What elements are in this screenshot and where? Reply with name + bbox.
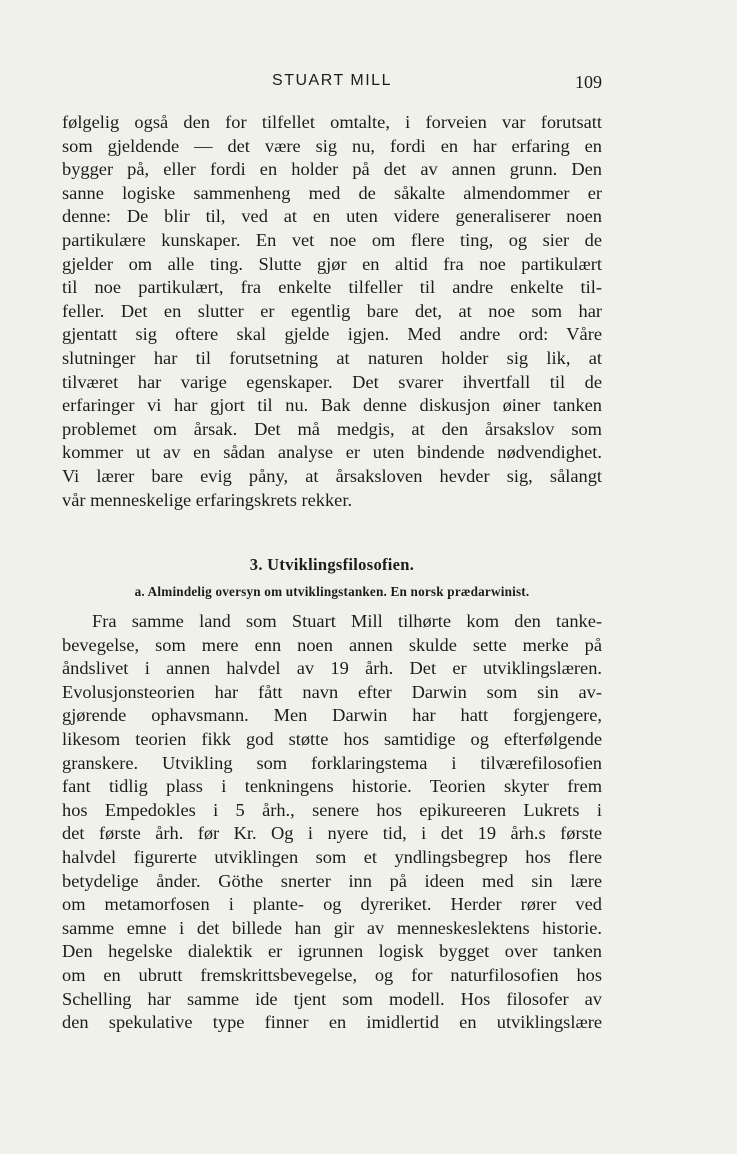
text-line: erfaringer vi har gjort til nu. Bak denne diskusjon øiner tanken (62, 395, 602, 416)
text-line: granskere. Utvikling som forklaringstema i tilværefilosofien (62, 752, 602, 773)
text-line: fant tidlig plass i tenkningens historie. Teorien skyter frem (62, 776, 602, 797)
text-line: Fra samme land som Stuart Mill tilhørte kom den tanke- (92, 611, 602, 632)
text-line: til noe partikulært, fra enkelte tilfeller til andre enkelte til- (62, 277, 602, 298)
page-number: 109 (575, 72, 602, 92)
text-line: vår menneskelige erfaringskrets rekker. (62, 489, 353, 510)
text-line: Schelling har samme ide tjent som modell. Hos filosofer av (62, 988, 602, 1009)
text-line: Vi lærer bare evig påny, at årsaksloven hevder sig, sålangt (62, 465, 602, 486)
text-line: gjentatt sig oftere skal gjelde igjen. Med andre ord: Våre (62, 324, 602, 345)
page-body (62, 111, 602, 1035)
text-line: Evolusjonsteorien har fått navn efter Darwin som sin av- (62, 681, 602, 702)
paragraph-1 (62, 111, 602, 512)
text-line: om en ubrutt fremskrittsbevegelse, og for naturfilosofien hos (62, 965, 602, 985)
paragraph-2 (62, 610, 602, 1035)
running-title: STUART MILL (272, 72, 392, 89)
text-line: åndslivet i annen halvdel av 19 årh. Det er utviklingslæren. (62, 658, 602, 679)
text-line: gjørende ophavsmann. Men Darwin har hatt forgjengere, (62, 705, 602, 726)
text-line: feller. Det en slutter er egentlig bare det, at noe som har (62, 300, 602, 321)
text-line: betydelige ånder. Göthe snerter inn på ideen med sin lære (62, 870, 602, 891)
text-line: det første årh. før Kr. Og i nyere tid, i det 19 årh.s første (62, 823, 602, 844)
text-line: om metamorfosen i plante- og dyreriket. Herder rører ved (62, 894, 602, 915)
text-line: partikulære kunskaper. En vet noe om flere ting, og sier de (62, 229, 602, 250)
section-subheading: a. Almindelig oversyn om utviklingstanken. En norsk prædarwinist. (134, 584, 530, 600)
text-line: hos Empedokles i 5 årh., senere hos epikureeren Lukrets i (62, 799, 602, 820)
text-line: kommer ut av en sådan analyse er uten bindende nødvendighet. (62, 442, 602, 463)
text-line: tilværet har varige egenskaper. Det svarer ihvertfall til de (62, 371, 602, 392)
section-title: 3. Utviklingsfilosofien. (249, 555, 415, 575)
text-line: likesom teorien fikk god støtte hos samtidige og efterfølgende (62, 729, 602, 750)
text-line: bevegelse, som mere enn noen annen skulde sette merke på (62, 634, 602, 655)
text-line: følgelig også den for tilfellet omtalte, i forveien var forutsatt (62, 112, 602, 132)
text-line: samme emne i det billede han gir av menneskeslektens historie. (62, 917, 602, 938)
text-line: bygger på, eller fordi en holder på det av annen grunn. Den (62, 159, 602, 180)
text-line: halvdel figurerte utviklingen som et yndlingsbegrep hos flere (62, 847, 602, 868)
text-line: denne: De blir til, ved at en uten videre generaliserer noen (62, 206, 602, 227)
text-line: problemet om årsak. Det må medgis, at den årsakslov som (62, 418, 602, 439)
text-line: Den hegelske dialektik er igrunnen logisk bygget over tanken (62, 941, 602, 962)
text-line: sanne logiske sammenheng med de såkalte almendommer er (62, 182, 602, 203)
text-line: som gjeldende — det være sig nu, fordi en har erfaring en (62, 135, 602, 156)
text-line: slutninger har til forutsetning at naturen holder sig lik, at (62, 347, 602, 368)
text-line: gjelder om alle ting. Slutte gjør en altid fra noe partikulært (62, 253, 602, 274)
page-header (62, 72, 602, 96)
text-line: den spekulative type finner en imidlertid en utviklingslære (62, 1012, 602, 1033)
